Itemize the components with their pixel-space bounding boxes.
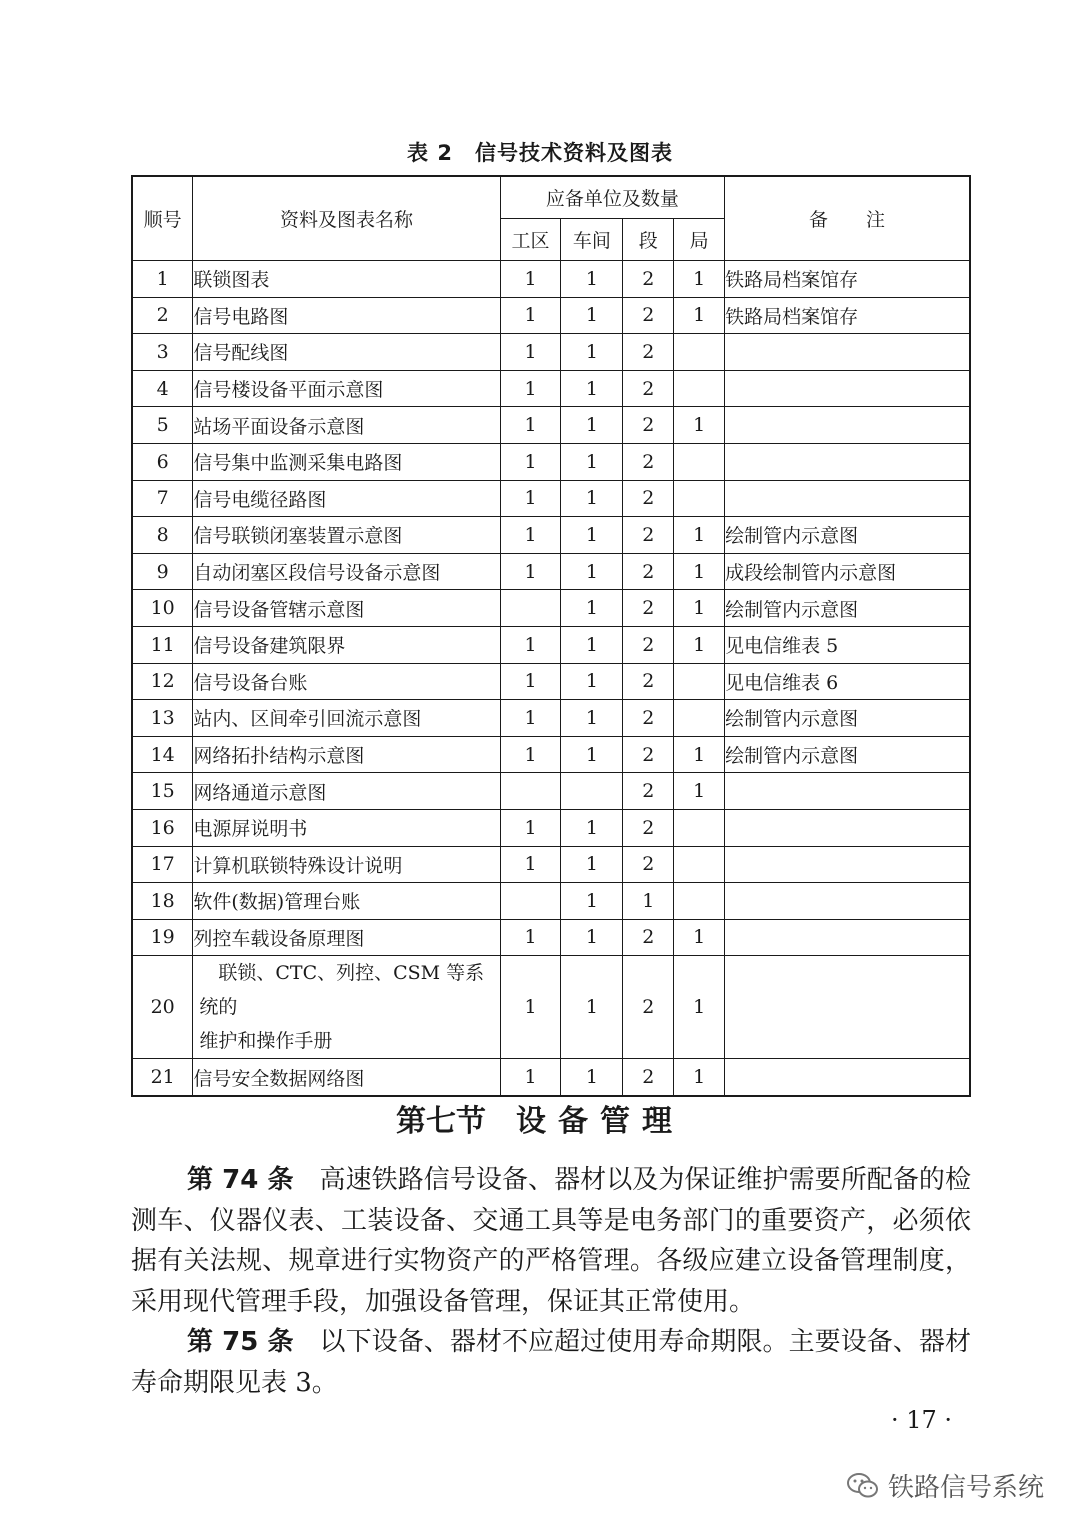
qty-section: 2 — [623, 553, 674, 590]
row-note: 绘制管内示意图 — [725, 517, 970, 554]
row-number: 19 — [132, 919, 193, 956]
qty-section: 2 — [623, 443, 674, 480]
table-row — [132, 334, 970, 371]
row-note — [725, 846, 970, 883]
article-label: 第 75 条 — [187, 1327, 294, 1357]
qty-workarea: 1 — [500, 480, 561, 517]
table-row — [132, 297, 970, 334]
row-name: 列控车载设备原理图 — [193, 919, 500, 956]
qty-bureau — [674, 370, 725, 407]
qty-bureau: 1 — [674, 297, 725, 334]
table-row — [132, 1059, 970, 1096]
header-name: 资料及图表名称 — [193, 176, 500, 261]
qty-section: 2 — [623, 370, 674, 407]
section-number: 第七节 — [396, 1104, 486, 1139]
row-number: 6 — [132, 443, 193, 480]
page-number: · 17 · — [890, 1406, 952, 1434]
row-name — [193, 956, 500, 1059]
qty-workarea: 1 — [500, 1059, 561, 1096]
row-name: 站内、区间牵引回流示意图 — [193, 700, 500, 737]
qty-section: 2 — [623, 261, 674, 298]
qty-workshop: 1 — [561, 517, 623, 554]
row-name: 自动闭塞区段信号设备示意图 — [193, 553, 500, 590]
qty-section: 2 — [623, 956, 674, 1059]
row-note: 绘制管内示意图 — [725, 736, 970, 773]
qty-bureau: 1 — [674, 626, 725, 663]
row-name: 信号设备建筑限界 — [193, 626, 500, 663]
qty-workarea: 1 — [500, 919, 561, 956]
article-label: 第 74 条 — [187, 1165, 294, 1195]
row-note: 成段绘制管内示意图 — [725, 553, 970, 590]
row-note — [725, 773, 970, 810]
article-text: 以下设备、器材不应超过使用寿命期限。主要设备、器材寿命期限见表 3。 — [131, 1327, 971, 1398]
qty-workarea: 1 — [500, 846, 561, 883]
row-note — [725, 809, 970, 846]
qty-workarea: 1 — [500, 443, 561, 480]
table-title: 表 2 信号技术资料及图表 — [407, 141, 673, 165]
row-note — [725, 407, 970, 444]
qty-section: 2 — [623, 517, 674, 554]
qty-bureau — [674, 809, 725, 846]
row-number: 7 — [132, 480, 193, 517]
qty-bureau: 1 — [674, 517, 725, 554]
qty-section: 2 — [623, 736, 674, 773]
row-number: 4 — [132, 370, 193, 407]
row-note — [725, 480, 970, 517]
row-name: 网络拓扑结构示意图 — [193, 736, 500, 773]
qty-section: 2 — [623, 407, 674, 444]
qty-workshop: 1 — [561, 261, 623, 298]
section-title — [0, 1096, 1080, 1140]
table-row — [132, 809, 970, 846]
row-note: 铁路局档案馆存 — [725, 297, 970, 334]
qty-section: 2 — [623, 297, 674, 334]
qty-bureau: 1 — [674, 736, 725, 773]
qty-bureau — [674, 443, 725, 480]
qty-section: 2 — [623, 846, 674, 883]
qty-workshop: 1 — [561, 407, 623, 444]
row-number: 12 — [132, 663, 193, 700]
table-row — [132, 480, 970, 517]
qty-bureau — [674, 334, 725, 371]
qty-workshop: 1 — [561, 1059, 623, 1096]
row-number: 10 — [132, 590, 193, 627]
qty-workarea: 1 — [500, 956, 561, 1059]
qty-workshop: 1 — [561, 297, 623, 334]
table-row — [132, 700, 970, 737]
row-note: 绘制管内示意图 — [725, 590, 970, 627]
row-note — [725, 883, 970, 920]
qty-workarea: 1 — [500, 407, 561, 444]
row-number: 21 — [132, 1059, 193, 1096]
wechat-icon — [846, 1471, 880, 1501]
row-number: 2 — [132, 297, 193, 334]
qty-workshop: 1 — [561, 919, 623, 956]
row-note — [725, 370, 970, 407]
header-unit-workshop: 车间 — [561, 219, 623, 261]
qty-bureau: 1 — [674, 1059, 725, 1096]
row-name: 站场平面设备示意图 — [193, 407, 500, 444]
qty-workshop: 1 — [561, 809, 623, 846]
qty-workarea: 1 — [500, 517, 561, 554]
qty-bureau — [674, 846, 725, 883]
qty-workshop: 1 — [561, 553, 623, 590]
qty-workarea: 1 — [500, 370, 561, 407]
row-name: 信号电路图 — [193, 297, 500, 334]
qty-workshop: 1 — [561, 956, 623, 1059]
row-note — [725, 443, 970, 480]
article-74 — [131, 1160, 971, 1322]
row-name: 网络通道示意图 — [193, 773, 500, 810]
row-name: 信号安全数据网络图 — [193, 1059, 500, 1096]
row-number: 18 — [132, 883, 193, 920]
header-unit-bureau: 局 — [674, 219, 725, 261]
qty-workshop: 1 — [561, 700, 623, 737]
qty-workarea: 1 — [500, 700, 561, 737]
watermark-text: 铁路信号系统 — [887, 1473, 1044, 1503]
qty-bureau: 1 — [674, 590, 725, 627]
qty-section: 1 — [623, 883, 674, 920]
row-name: 信号设备台账 — [193, 663, 500, 700]
row-note: 见电信维表 5 — [725, 626, 970, 663]
article-text: 高速铁路信号设备、器材以及为保证维护需要所配备的检测车、仪器仪表、工装设备、交通工具等是电务部门的重要资产，必须依据有关法规、规章进行实物资产的严格管理。各级应建立设备管理制度，采用现代管理手段，加强设备管理，保证其正常使用。 — [131, 1165, 971, 1317]
table-row — [132, 956, 970, 1059]
qty-section: 2 — [623, 700, 674, 737]
qty-workshop: 1 — [561, 736, 623, 773]
qty-workshop: 1 — [561, 663, 623, 700]
row-note: 铁路局档案馆存 — [725, 261, 970, 298]
table-row — [132, 846, 970, 883]
header-no: 顺号 — [132, 176, 193, 261]
qty-workshop — [561, 773, 623, 810]
qty-workarea — [500, 773, 561, 810]
table-row — [132, 590, 970, 627]
row-name: 信号楼设备平面示意图 — [193, 370, 500, 407]
row-number: 17 — [132, 846, 193, 883]
row-name: 信号设备管辖示意图 — [193, 590, 500, 627]
table-row — [132, 553, 970, 590]
row-number: 15 — [132, 773, 193, 810]
qty-section: 2 — [623, 1059, 674, 1096]
qty-workarea: 1 — [500, 297, 561, 334]
qty-section: 2 — [623, 590, 674, 627]
row-note — [725, 956, 970, 1059]
qty-workarea — [500, 883, 561, 920]
row-number: 20 — [132, 956, 193, 1059]
table-row — [132, 883, 970, 920]
qty-bureau: 1 — [674, 773, 725, 810]
row-note: 绘制管内示意图 — [725, 700, 970, 737]
table-row — [132, 370, 970, 407]
row-note — [725, 334, 970, 371]
qty-bureau — [674, 700, 725, 737]
row-name: 信号联锁闭塞装置示意图 — [193, 517, 500, 554]
row-number: 5 — [132, 407, 193, 444]
row-number: 3 — [132, 334, 193, 371]
qty-bureau: 1 — [674, 553, 725, 590]
qty-section: 2 — [623, 919, 674, 956]
signal-tech-data-table — [131, 175, 971, 1097]
table-row — [132, 736, 970, 773]
qty-workarea: 1 — [500, 626, 561, 663]
row-number: 8 — [132, 517, 193, 554]
qty-bureau — [674, 883, 725, 920]
qty-workarea: 1 — [500, 553, 561, 590]
qty-workarea: 1 — [500, 261, 561, 298]
qty-workshop: 1 — [561, 370, 623, 407]
row-note — [725, 1059, 970, 1096]
row-name: 信号电缆径路图 — [193, 480, 500, 517]
row-name-line1: 联锁、CTC、列控、CSM 等系统的 — [199, 962, 485, 1019]
qty-workarea — [500, 590, 561, 627]
header-note: 备 注 — [725, 176, 970, 261]
row-name: 软件(数据)管理台账 — [193, 883, 500, 920]
row-number: 9 — [132, 553, 193, 590]
table-row — [132, 663, 970, 700]
row-name: 计算机联锁特殊设计说明 — [193, 846, 500, 883]
row-name: 联锁图表 — [193, 261, 500, 298]
row-name: 电源屏说明书 — [193, 809, 500, 846]
table-row — [132, 407, 970, 444]
table-row — [132, 261, 970, 298]
qty-bureau: 1 — [674, 407, 725, 444]
qty-bureau: 1 — [674, 919, 725, 956]
qty-section: 2 — [623, 663, 674, 700]
qty-workshop: 1 — [561, 443, 623, 480]
qty-section: 2 — [623, 626, 674, 663]
qty-bureau — [674, 480, 725, 517]
row-name: 信号配线图 — [193, 334, 500, 371]
qty-bureau — [674, 663, 725, 700]
row-number: 13 — [132, 700, 193, 737]
table-row — [132, 626, 970, 663]
row-name-line2: 维护和操作手册 — [199, 1030, 333, 1053]
qty-workarea: 1 — [500, 663, 561, 700]
header-quantity-group: 应备单位及数量 — [500, 176, 725, 219]
watermark — [846, 1467, 1044, 1504]
table-row — [132, 773, 970, 810]
qty-workshop: 1 — [561, 334, 623, 371]
qty-workshop: 1 — [561, 480, 623, 517]
qty-bureau: 1 — [674, 261, 725, 298]
header-unit-section: 段 — [623, 219, 674, 261]
qty-section: 2 — [623, 480, 674, 517]
header-unit-workarea: 工区 — [500, 219, 561, 261]
row-number: 14 — [132, 736, 193, 773]
table-row — [132, 517, 970, 554]
qty-workshop: 1 — [561, 626, 623, 663]
qty-workarea: 1 — [500, 736, 561, 773]
qty-section: 2 — [623, 334, 674, 371]
qty-bureau: 1 — [674, 956, 725, 1059]
row-number: 16 — [132, 809, 193, 846]
row-note — [725, 919, 970, 956]
table-row — [132, 443, 970, 480]
qty-workarea: 1 — [500, 809, 561, 846]
row-number: 11 — [132, 626, 193, 663]
row-number: 1 — [132, 261, 193, 298]
table-row — [132, 919, 970, 956]
row-name: 信号集中监测采集电路图 — [193, 443, 500, 480]
row-note: 见电信维表 6 — [725, 663, 970, 700]
section-name: 设备管理 — [516, 1104, 684, 1139]
qty-workshop: 1 — [561, 590, 623, 627]
article-75 — [131, 1322, 971, 1403]
qty-workshop: 1 — [561, 846, 623, 883]
qty-section: 2 — [623, 773, 674, 810]
qty-workshop: 1 — [561, 883, 623, 920]
qty-workarea: 1 — [500, 334, 561, 371]
qty-section: 2 — [623, 809, 674, 846]
